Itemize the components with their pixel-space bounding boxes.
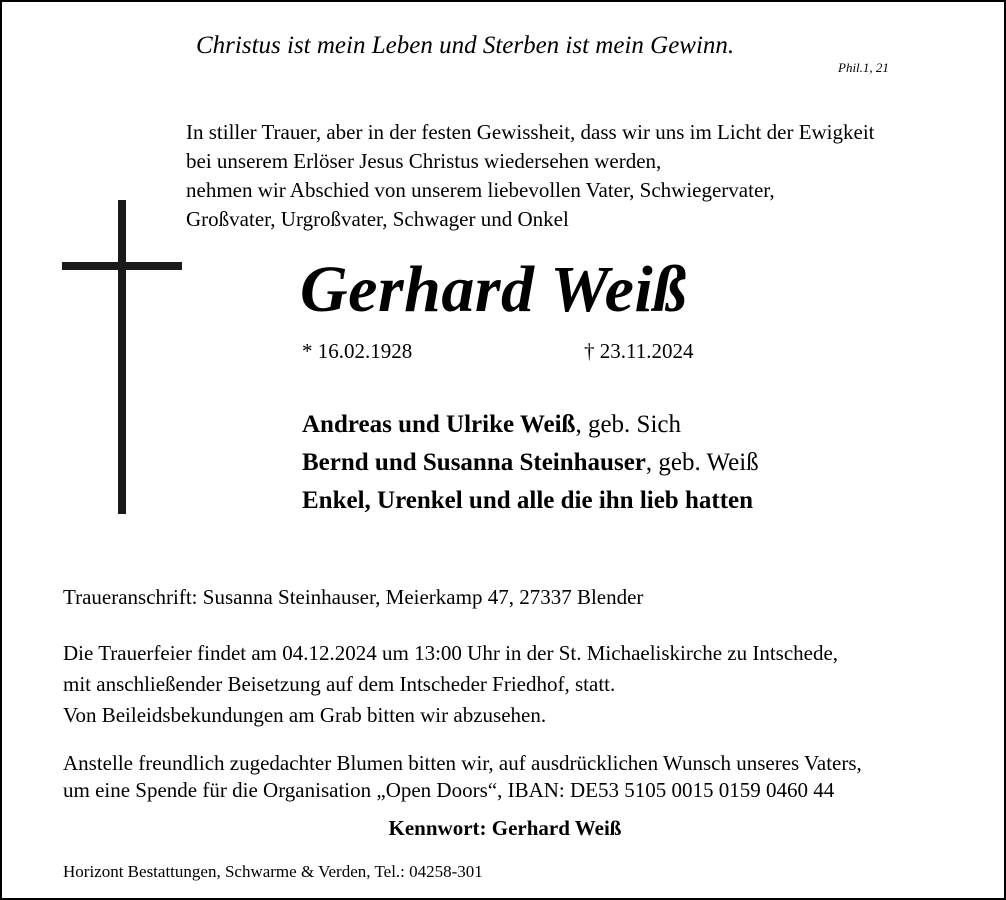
ceremony-line: Von Beileidsbekundungen am Grab bitten wir abzusehen. (63, 703, 547, 727)
intro-text (186, 118, 875, 234)
ceremony-line: Die Trauerfeier findet am 04.12.2024 um 13:00 Uhr in der St. Michaeliskirche zu Intschede, (63, 641, 839, 665)
mourner-line (302, 406, 759, 444)
birth-date: * 16.02.1928 (302, 339, 413, 363)
death-date: † 23.11.2024 (584, 339, 694, 363)
intro-line: Großvater, Urgroßvater, Schwager und Onkel (186, 207, 569, 231)
mourner-line (302, 482, 759, 520)
donation-line: Anstelle freundlich zugedachter Blumen bitten wir, auf ausdrücklichen Wunsch unseres Vaters, (63, 751, 862, 775)
intro-line: In stiller Trauer, aber in der festen Gewissheit, dass wir uns im Licht der Ewigkeit (186, 120, 875, 144)
mourner-line (302, 444, 759, 482)
bible-verse: Christus ist mein Leben und Sterben ist mein Gewinn. (196, 32, 735, 59)
mourner-names: Bernd und Susanna Steinhauser (302, 449, 646, 476)
intro-line: nehmen wir Abschied von unserem liebevollen Vater, Schwiegervater, (186, 178, 775, 202)
mourner-suffix: , geb. Weiß (645, 449, 759, 476)
donation-line: um eine Spende für die Organisation „Open Doors“, IBAN: DE53 5105 0015 0159 0460 44 (63, 778, 835, 802)
mourner-suffix: , geb. Sich (575, 411, 681, 438)
bible-verse-reference: Phil.1, 21 (838, 60, 889, 75)
mourning-address: Traueranschrift: Susanna Steinhauser, Meierkamp 47, 27337 Blender (63, 585, 644, 609)
deceased-name: Gerhard Weiß (300, 253, 687, 326)
cross-horizontal-beam (62, 262, 182, 270)
intro-line: bei unserem Erlöser Jesus Christus wiedersehen werden, (186, 149, 662, 173)
mourner-names: Andreas und Ulrike Weiß (302, 411, 576, 438)
funeral-home-footer: Horizont Bestattungen, Schwarme & Verden, Tel.: 04258-301 (63, 862, 483, 881)
cross-vertical-beam (118, 200, 126, 514)
ceremony-info (63, 638, 838, 731)
donation-info (63, 750, 862, 804)
donation-keyword: Kennwort: Gerhard Weiß (388, 816, 622, 840)
mourners-list (302, 406, 759, 520)
ceremony-line: mit anschließender Beisetzung auf dem Intscheder Friedhof, statt. (63, 672, 616, 696)
mourner-names: Enkel, Urenkel und alle die ihn lieb hatten (302, 487, 754, 514)
